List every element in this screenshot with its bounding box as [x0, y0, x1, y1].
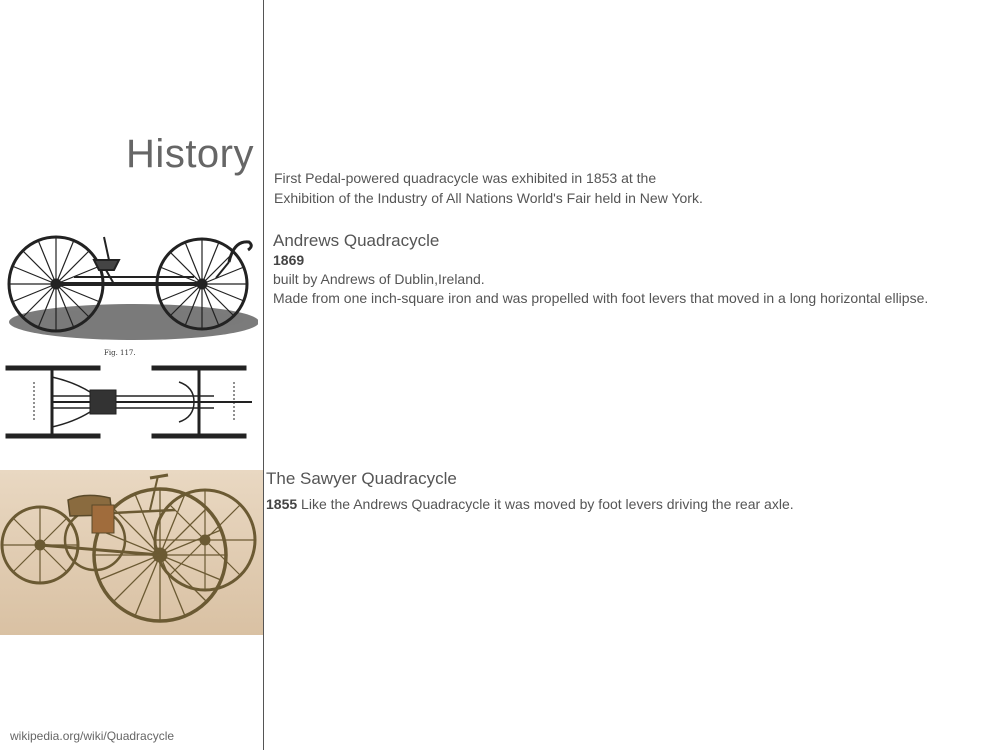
engraving-side-view [4, 222, 258, 360]
photo-sawyer-quadracycle [0, 470, 263, 635]
intro-line-2: Exhibition of the Industry of All Nations World's Fair held in New York. [274, 190, 703, 206]
sawyer-quadracycle-photo [0, 470, 263, 635]
andrews-line-1: built by Andrews of Dublin,Ireland. [273, 271, 485, 287]
sawyer-section [266, 469, 986, 514]
slide-title: History [126, 132, 254, 176]
sawyer-text: Like the Andrews Quadracycle it was moved by foot levers driving the rear axle. [297, 496, 794, 512]
andrews-quadracycle-plan-image [4, 362, 258, 446]
intro-line-1: First Pedal-powered quadracycle was exhibited in 1853 at the [274, 170, 657, 186]
intro-text [274, 168, 974, 208]
source-link[interactable]: wikipedia.org/wiki/Quadracycle [10, 729, 175, 743]
sawyer-year: 1855 [266, 496, 298, 512]
andrews-section [273, 231, 993, 308]
andrews-line-2: Made from one inch-square iron and was propelled with foot levers that moved in a long horizontal ellipse. [273, 290, 929, 306]
andrews-year: 1869 [273, 252, 305, 268]
sawyer-description [266, 494, 986, 514]
figure-caption: Fig. 117. [104, 349, 136, 357]
vertical-divider [263, 0, 264, 750]
andrews-quadracycle-side-image [4, 222, 258, 360]
engraving-plan-view [4, 362, 258, 446]
andrews-heading: Andrews Quadracycle [273, 231, 440, 250]
sawyer-heading: The Sawyer Quadracycle [266, 469, 457, 488]
